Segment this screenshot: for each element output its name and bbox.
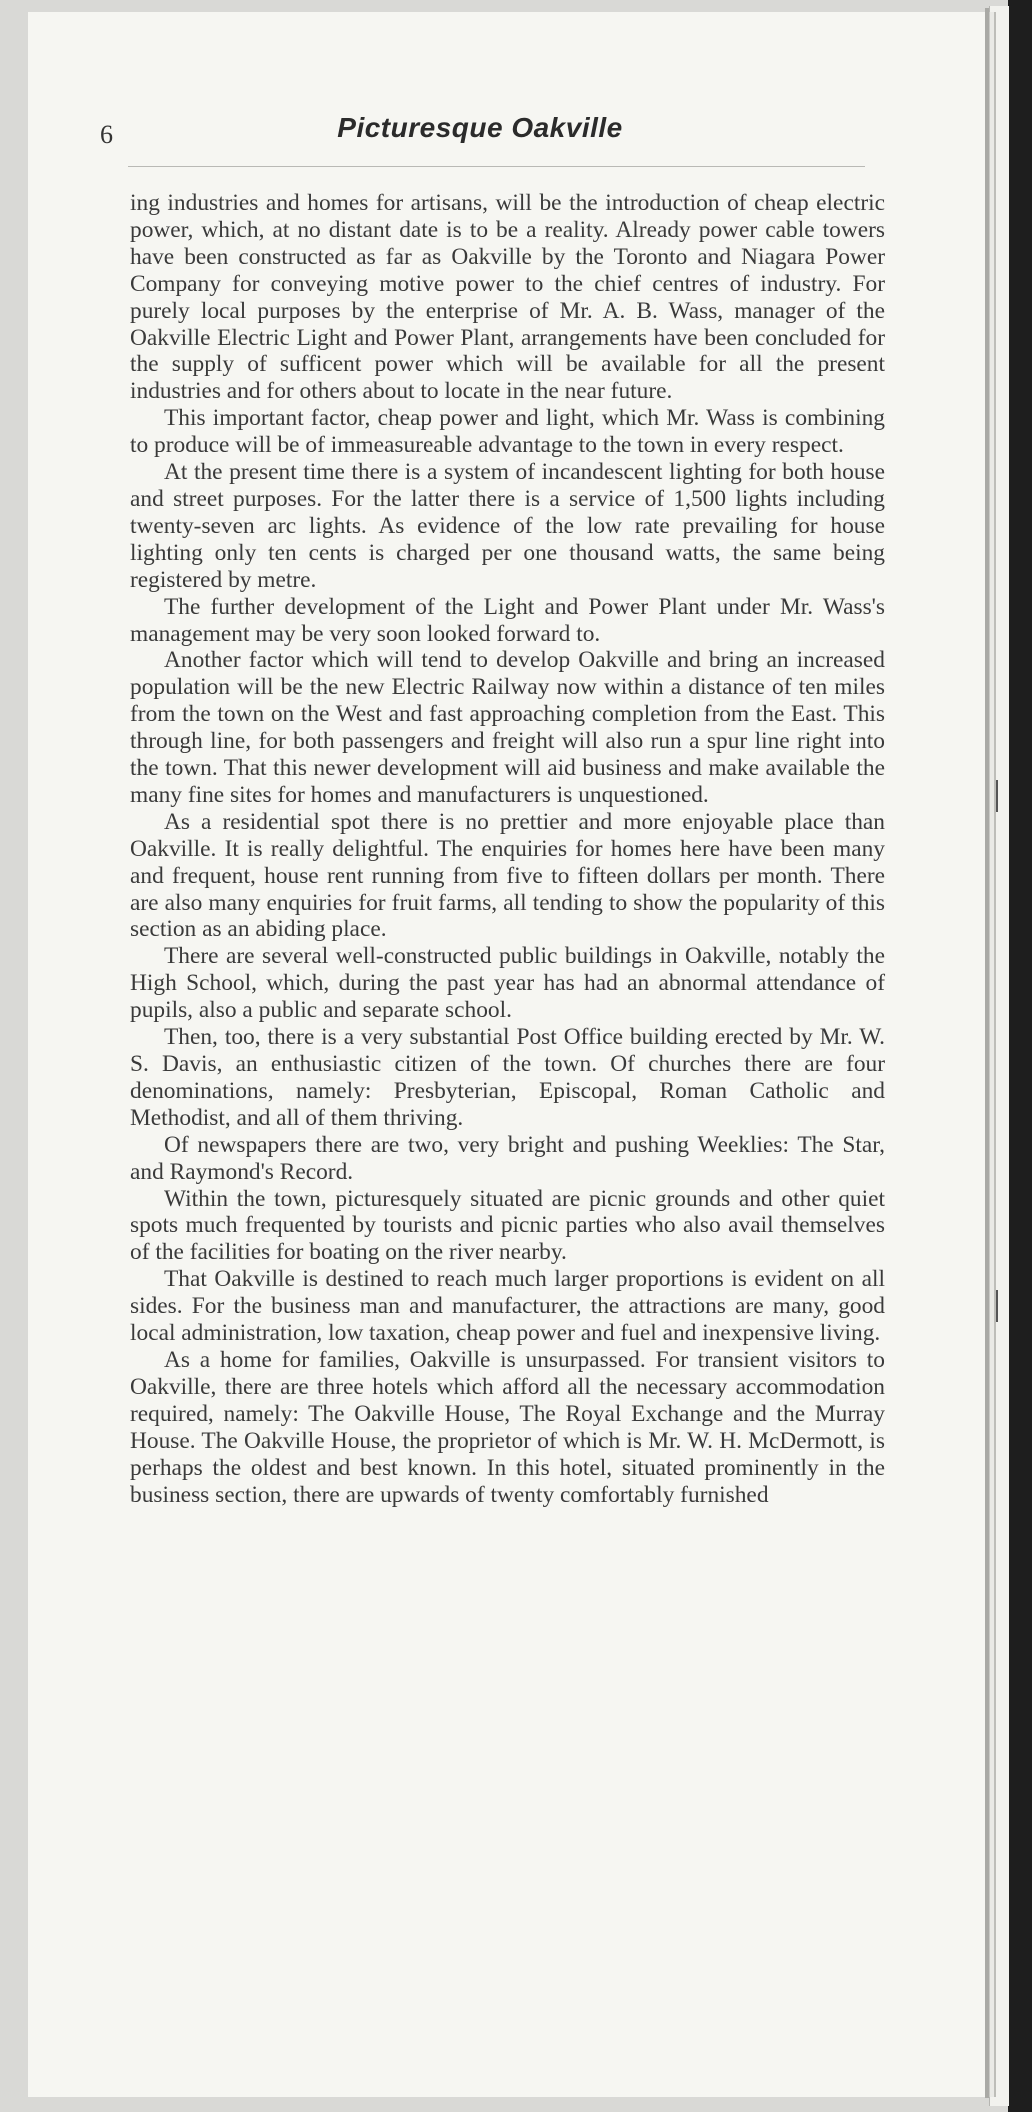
paragraph: Within the town, picturesquely situated are picnic grounds and other quiet spots much frequented by tourists and picnic parties who also avail themselves of the facilities for boating on the river nearby. xyxy=(130,1185,885,1266)
paragraph: This important factor, cheap power and light, which Mr. Wass is combining to produce will be of immeasureable advantage to the town in every respect. xyxy=(130,405,885,459)
margin-mark xyxy=(995,780,998,812)
header-rule xyxy=(128,166,865,167)
paragraph: Of newspapers there are two, very bright and pushing Weeklies: The Star, and Raymond's Record. xyxy=(130,1131,885,1185)
running-title: Picturesque Oakville xyxy=(337,112,623,143)
paragraph: ing industries and homes for artisans, will be the introduction of cheap electric power, which, at no distant date is to be a reality. Already power cable towers have been constructed as far as Oakville by the Toronto and Niagara Power Company for conveying motive power to the chief centres of industry. For purely local purposes by the enterprise of Mr. A. B. Wass, manager of the Oakville Electric Light and Power Plant, arrangements have been concluded for the supply of sufficent power which will be available for all the present industries and for others about to locate in the near future. xyxy=(130,190,885,405)
page-number: 6 xyxy=(100,120,113,149)
margin-mark xyxy=(995,1290,998,1322)
paragraph: At the present time there is a system of incandescent lighting for both house and street purposes. For the latter there is a service of 1,500 lights including twenty-seven arc lights. As evidence of the low rate prevailing for house lighting only ten cents is charged per one thousand watts, the same being registered by metre. xyxy=(130,459,885,593)
paragraph: That Oakville is destined to reach much larger proportions is evident on all sides. For the business man and manufacturer, the attractions are many, good local administration, low taxation, cheap power and fuel and inexpensive living. xyxy=(130,1266,885,1347)
scanner-border-right xyxy=(1008,0,1032,2112)
page-header xyxy=(100,112,860,152)
paragraph: Then, too, there is a very substantial Post Office building erected by Mr. W. S. Davis, an enthusiastic citizen of the town. Of churches there are four denominations, namely: Presbyterian, Episcopal, Roman Catholic and Methodist, and all of them thriving. xyxy=(130,1024,885,1131)
page-edge xyxy=(985,8,989,2098)
body-text xyxy=(130,190,885,1508)
paragraph: The further development of the Light and Power Plant under Mr. Wass's management may be very soon looked forward to. xyxy=(130,593,885,647)
next-page-edge xyxy=(989,6,1009,2106)
paragraph: As a home for families, Oakville is unsurpassed. For transient visitors to Oakville, there are three hotels which afford all the necessary accommodation required, namely: The Oakville House, The Royal Exchange and the Murray House. The Oakville House, the proprietor of which is Mr. W. H. McDermott, is perhaps the oldest and best known. In this hotel, situated prominently in the business section, there are upwards of twenty comfortably furnished xyxy=(130,1346,885,1508)
paragraph: As a residential spot there is no prettier and more enjoyable place than Oakville. It is really delightful. The enquiries for homes here have been many and frequent, house rent running from five to fifteen dollars per month. There are also many enquiries for fruit farms, all tending to show the popularity of this section as an abiding place. xyxy=(130,808,885,943)
paragraph: Another factor which will tend to develop Oakville and bring an increased population will be the new Electric Railway now within a distance of ten miles from the town on the West and fast approaching completion from the East. This through line, for both passengers and freight will also run a spur line right into the town. That this newer development will aid business and make available the many fine sites for homes and manufacturers is unquestioned. xyxy=(130,647,885,808)
paragraph: There are several well-constructed public buildings in Oakville, notably the High School, which, during the past year has had an abnormal attendance of pupils, also a public and separate school. xyxy=(130,943,885,1024)
